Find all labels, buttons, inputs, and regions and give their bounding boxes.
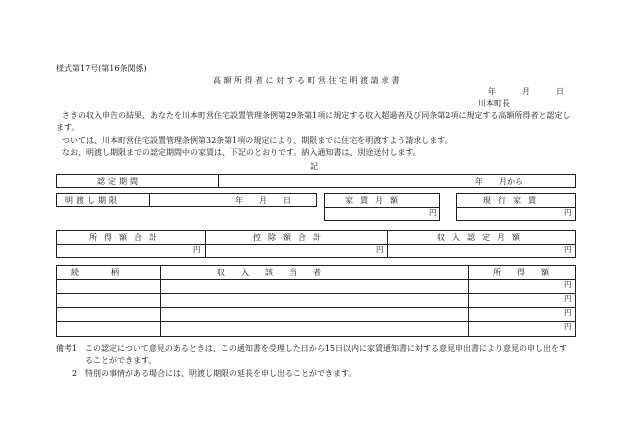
current-rent-label: 現行家賃 (483, 196, 543, 205)
note-2-text: 特別の事情がある場合には、明渡し期限の延長を申し出ることができます。 (85, 369, 357, 378)
current-rent-box (456, 193, 576, 221)
rent-yen: 円 (429, 208, 437, 217)
deadline-value: 年 月 日 (235, 196, 291, 205)
note-2-label: 2 (72, 369, 78, 378)
current-rent-yen: 円 (564, 208, 572, 217)
date-day: 日 (556, 87, 564, 96)
certification-period-table (56, 174, 576, 188)
rent-label: 家賃月額 (345, 196, 405, 205)
deduction-total-yen: 円 (376, 245, 384, 254)
rent-box (324, 193, 440, 221)
body-line-3: ついては、川本町営住宅設置管理条例第32条第1項の規定により、期限までに住宅を明渡すよう請求します。 (62, 136, 453, 145)
date-month: 月 (522, 87, 530, 96)
income-total-label: 所得額合計 (89, 233, 164, 242)
table-header-earner: 収 入 該 当 者 (217, 268, 321, 277)
body-line-1: さきの収入申告の結果、あなたを川本町営住宅設置管理条例第29条第1項に規定する収入超過者及び同条第2項に規定する高額所得者と認定し (62, 111, 571, 120)
ki-label: 記 (310, 162, 318, 171)
body-line-4: なお、明渡し期限までの認定期間中の家賃は、下記のとおりです。納入通知書は、別途送付します。 (62, 148, 421, 157)
certified-monthly-label: 収入認定月額 (437, 233, 527, 242)
income-earners-table (56, 265, 576, 337)
body-line-2: ます。 (56, 123, 80, 132)
note-1-line-1: この認定について意見のあるときは、この通知書を受理した日から15日以内に家賃通知書に対する意見申出書により意見の申し出をす (85, 344, 568, 353)
date-year: 年 (488, 87, 496, 96)
certified-monthly-yen: 円 (564, 245, 572, 254)
certification-period-value: 年 月から (475, 177, 523, 186)
issuer: 川本町長 (478, 99, 510, 108)
note-1-line-2: ることができます。 (85, 356, 157, 365)
form-number: 様式第17号(第16条関係) (56, 64, 147, 73)
note-1-label: 備考1 (56, 344, 78, 353)
deadline-label: 明渡し期限 (65, 196, 120, 205)
income-table (56, 230, 576, 258)
deadline-box (56, 193, 317, 207)
table-row-yen: 円 (564, 322, 572, 331)
deduction-total-label: 控除額合計 (253, 233, 328, 242)
table-row-yen: 円 (564, 280, 572, 289)
document-title: 高額所得者に対する町営住宅明渡請求書 (213, 76, 402, 85)
income-total-yen: 円 (193, 245, 201, 254)
table-row-yen: 円 (564, 294, 572, 303)
table-header-income: 所 得 額 (493, 268, 549, 277)
table-row-yen: 円 (564, 308, 572, 317)
certification-period-label: 認定期間 (97, 177, 141, 186)
table-header-relationship: 続 柄 (71, 268, 119, 277)
